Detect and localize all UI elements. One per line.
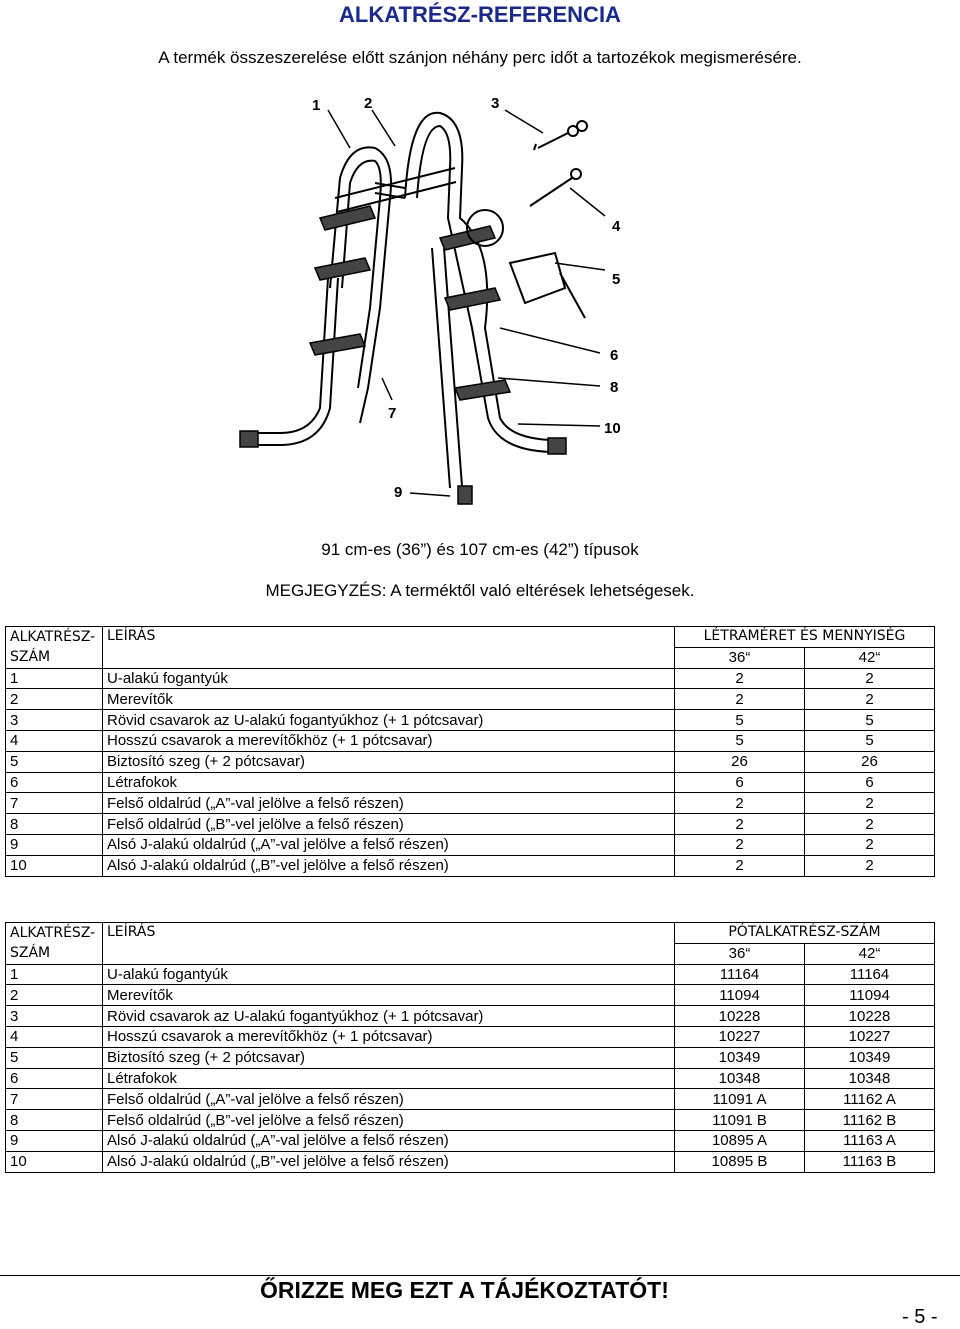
- cell-size-36: 10895 B: [675, 1151, 805, 1172]
- table-row: [6, 730, 935, 751]
- cell-size-42: 26: [805, 751, 935, 772]
- cell-size-42: 11163 B: [805, 1151, 935, 1172]
- variation-note: MEGJEGYZÉS: A terméktől való eltérések lehetségesek.: [265, 581, 695, 600]
- header-replacement-number: PÓTALKATRÉSZ-SZÁM: [675, 923, 935, 944]
- label-6: 6: [610, 347, 619, 364]
- table-row: [6, 814, 935, 835]
- cell-part-number: 2: [6, 985, 103, 1006]
- cell-part-number: 1: [6, 668, 103, 689]
- cell-size-36: 2: [675, 814, 805, 835]
- cell-part-number: 1: [6, 964, 103, 985]
- nut-3: [571, 169, 581, 179]
- left-foot-cap: [240, 431, 258, 447]
- header-size-36: 36“: [675, 647, 805, 668]
- cell-size-36: 10895 A: [675, 1130, 805, 1151]
- label-9: 9: [394, 484, 403, 501]
- nut-2: [577, 121, 587, 131]
- long-bolt: [530, 178, 572, 206]
- arrow-1: [328, 110, 350, 148]
- cell-size-42: 11162 B: [805, 1110, 935, 1131]
- cell-description: U-alakú fogantyúk: [103, 668, 675, 689]
- right-handrail-inner: [417, 126, 550, 452]
- cell-size-36: 11094: [675, 985, 805, 1006]
- cell-part-number: 3: [6, 1006, 103, 1027]
- header-part-number: ALKATRÉSZ- SZÁM: [6, 627, 103, 669]
- cell-part-number: 7: [6, 1089, 103, 1110]
- cell-description: Létrafokok: [103, 772, 675, 793]
- cell-description: Felső oldalrúd („B”-vel jelölve a felső részen): [103, 814, 675, 835]
- table-row: [6, 1110, 935, 1131]
- cell-size-36: 11164: [675, 964, 805, 985]
- footer-notice: ŐRIZZE MEG EZT A TÁJÉKOZTATÓT!: [260, 1277, 669, 1303]
- arrow-6: [500, 328, 600, 353]
- clip-part: [510, 253, 585, 318]
- cell-part-number: 9: [6, 834, 103, 855]
- cell-part-number: 10: [6, 855, 103, 876]
- table-row: [6, 855, 935, 876]
- table-row: [6, 751, 935, 772]
- cell-description: Létrafokok: [103, 1068, 675, 1089]
- cell-size-36: 11091 B: [675, 1110, 805, 1131]
- left-handrail: [330, 147, 391, 423]
- table-row: [6, 1130, 935, 1151]
- models-caption: 91 cm-es (36”) és 107 cm-es (42”) típusok: [321, 540, 639, 559]
- cell-size-36: 6: [675, 772, 805, 793]
- left-step-3: [310, 334, 365, 355]
- table-row: [6, 985, 935, 1006]
- table-row: [6, 710, 935, 731]
- cell-size-42: 2: [805, 668, 935, 689]
- cell-size-42: 2: [805, 793, 935, 814]
- table-row: [6, 1047, 935, 1068]
- cell-part-number: 2: [6, 689, 103, 710]
- ladder-diagram: [200, 88, 700, 518]
- cell-size-42: 6: [805, 772, 935, 793]
- table-row: [6, 1026, 935, 1047]
- cell-size-42: 2: [805, 689, 935, 710]
- cell-part-number: 7: [6, 793, 103, 814]
- table-row: [6, 1068, 935, 1089]
- cell-size-42: 10348: [805, 1068, 935, 1089]
- header-size-quantity: LÉTRAMÉRET ÉS MENNYISÉG: [675, 627, 935, 648]
- arrow-4: [570, 188, 605, 216]
- cell-size-42: 11164: [805, 964, 935, 985]
- front-foot-cap: [458, 486, 472, 504]
- quantity-table: [5, 626, 935, 877]
- label-3: 3: [491, 95, 500, 112]
- cell-size-42: 2: [805, 814, 935, 835]
- page-number: - 5 -: [902, 1306, 938, 1328]
- table-row: [6, 668, 935, 689]
- right-step-3: [455, 380, 510, 400]
- cell-size-36: 5: [675, 710, 805, 731]
- arrow-3: [505, 110, 543, 133]
- table-row: [6, 834, 935, 855]
- left-back-leg: [255, 278, 328, 433]
- cell-size-42: 2: [805, 834, 935, 855]
- table-row: [6, 689, 935, 710]
- header-size-42: 42“: [805, 943, 935, 964]
- cell-description: Felső oldalrúd („A”-val jelölve a felső részen): [103, 793, 675, 814]
- cell-size-36: 10227: [675, 1026, 805, 1047]
- cell-description: Alsó J-alakú oldalrúd („B”-vel jelölve a felső részen): [103, 855, 675, 876]
- cell-part-number: 10: [6, 1151, 103, 1172]
- intro-text: A termék összeszerelése előtt szánjon néhány perc időt a tartozékok megismerésére.: [158, 48, 802, 67]
- cell-size-36: 2: [675, 834, 805, 855]
- cell-size-42: 5: [805, 730, 935, 751]
- cell-size-36: 2: [675, 855, 805, 876]
- label-1: 1: [312, 97, 321, 114]
- arrow-9: [410, 493, 450, 496]
- table-row: [6, 793, 935, 814]
- header-part-number: ALKATRÉSZ- SZÁM: [6, 923, 103, 965]
- cell-size-42: 2: [805, 855, 935, 876]
- cell-description: Felső oldalrúd („A”-val jelölve a felső részen): [103, 1089, 675, 1110]
- cell-part-number: 4: [6, 1026, 103, 1047]
- cell-size-36: 5: [675, 730, 805, 751]
- arrow-5: [555, 263, 605, 270]
- cell-part-number: 9: [6, 1130, 103, 1151]
- cell-part-number: 8: [6, 1110, 103, 1131]
- table-row: [6, 772, 935, 793]
- cell-description: Biztosító szeg (+ 2 pótcsavar): [103, 751, 675, 772]
- table-row: [6, 964, 935, 985]
- cell-size-42: 10349: [805, 1047, 935, 1068]
- cell-description: Hosszú csavarok a merevítőkhöz (+ 1 pótcsavar): [103, 1026, 675, 1047]
- cell-size-36: 26: [675, 751, 805, 772]
- cell-part-number: 5: [6, 1047, 103, 1068]
- cell-description: Alsó J-alakú oldalrúd („B”-vel jelölve a felső részen): [103, 1151, 675, 1172]
- cell-size-36: 2: [675, 793, 805, 814]
- table-row: [6, 1089, 935, 1110]
- label-7: 7: [388, 405, 397, 422]
- label-4: 4: [612, 218, 621, 235]
- cell-size-36: 2: [675, 668, 805, 689]
- cell-size-36: 10228: [675, 1006, 805, 1027]
- cell-description: Merevítők: [103, 689, 675, 710]
- header-size-36: 36“: [675, 943, 805, 964]
- cell-description: Rövid csavarok az U-alakú fogantyúkhoz (+ 1 pótcsavar): [103, 1006, 675, 1027]
- cell-description: Hosszú csavarok a merevítőkhöz (+ 1 pótcsavar): [103, 730, 675, 751]
- arrow-10: [518, 424, 600, 426]
- cell-size-36: 11091 A: [675, 1089, 805, 1110]
- arrow-2: [372, 110, 395, 146]
- cell-size-42: 5: [805, 710, 935, 731]
- cell-part-number: 8: [6, 814, 103, 835]
- cell-part-number: 5: [6, 751, 103, 772]
- cell-description: U-alakú fogantyúk: [103, 964, 675, 985]
- table-row: [6, 1006, 935, 1027]
- arrow-7: [382, 378, 392, 400]
- cell-description: Biztosító szeg (+ 2 pótcsavar): [103, 1047, 675, 1068]
- header-description: LEÍRÁS: [103, 627, 675, 669]
- cell-size-42: 10228: [805, 1006, 935, 1027]
- cell-size-42: 11094: [805, 985, 935, 1006]
- cell-description: Felső oldalrúd („B”-vel jelölve a felső részen): [103, 1110, 675, 1131]
- header-description: LEÍRÁS: [103, 923, 675, 965]
- right-foot-cap: [548, 438, 566, 454]
- arrow-8: [498, 378, 600, 386]
- page-title: ALKATRÉSZ-REFERENCIA: [339, 2, 621, 27]
- label-2: 2: [364, 95, 373, 112]
- cell-size-36: 2: [675, 689, 805, 710]
- cell-part-number: 6: [6, 1068, 103, 1089]
- cell-size-42: 11162 A: [805, 1089, 935, 1110]
- cell-part-number: 4: [6, 730, 103, 751]
- short-bolt: [534, 133, 568, 150]
- cell-size-42: 11163 A: [805, 1130, 935, 1151]
- cell-size-36: 10349: [675, 1047, 805, 1068]
- label-8: 8: [610, 379, 619, 396]
- cell-part-number: 3: [6, 710, 103, 731]
- footer-divider: [0, 1275, 960, 1276]
- cell-size-42: 10227: [805, 1026, 935, 1047]
- cell-size-36: 10348: [675, 1068, 805, 1089]
- cell-description: Alsó J-alakú oldalrúd („A”-val jelölve a felső részen): [103, 1130, 675, 1151]
- header-size-42: 42“: [805, 647, 935, 668]
- right-step-2: [445, 288, 500, 310]
- cell-description: Rövid csavarok az U-alakú fogantyúkhoz (+ 1 pótcsavar): [103, 710, 675, 731]
- label-10: 10: [604, 420, 621, 437]
- cell-description: Merevítők: [103, 985, 675, 1006]
- table-row: [6, 1151, 935, 1172]
- cell-description: Alsó J-alakú oldalrúd („A”-val jelölve a felső részen): [103, 834, 675, 855]
- replacement-part-table: [5, 922, 935, 1173]
- cell-part-number: 6: [6, 772, 103, 793]
- label-5: 5: [612, 271, 621, 288]
